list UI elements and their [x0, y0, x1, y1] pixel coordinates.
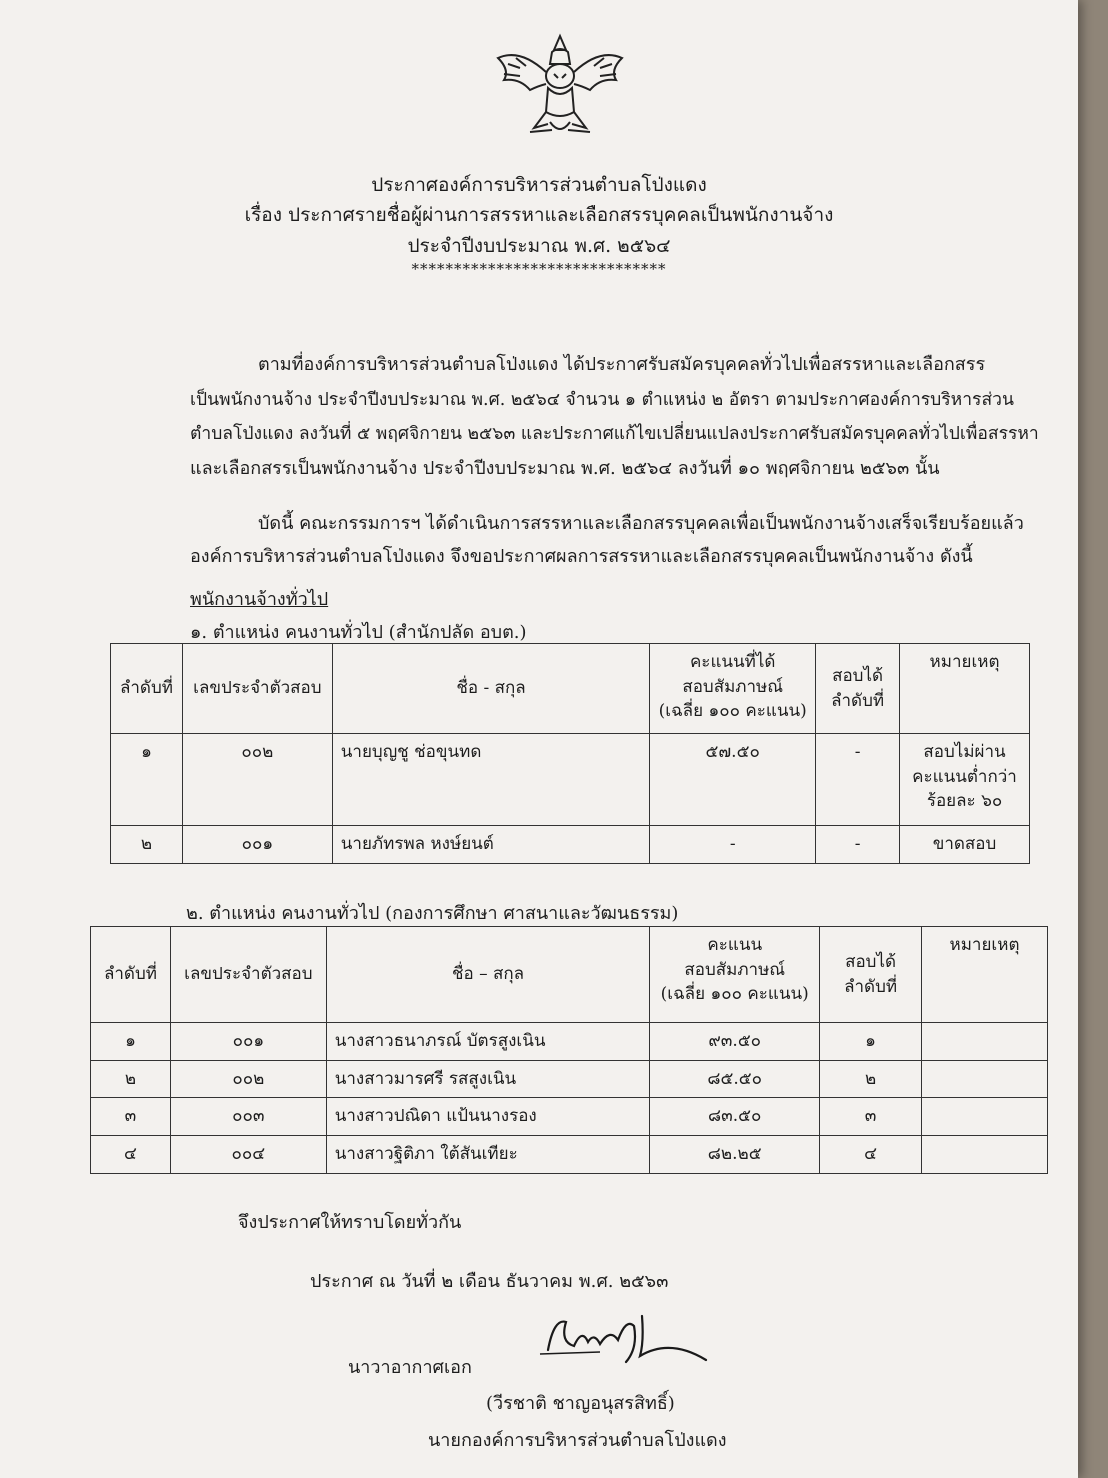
star-divider: ****************************** [411, 260, 667, 278]
signature-icon [530, 1298, 710, 1378]
cell-name: นายบุญชู ช่อขุนทด [332, 734, 649, 826]
col-remark: หมายเหตุ [922, 927, 1048, 1023]
signer-title: นายกองค์การบริหารส่วนตำบลโป่งแดง [428, 1430, 727, 1451]
para2-line2: องค์การบริหารส่วนตำบลโป่งแดง จึงขอประกาศผลการสรรหาและเลือกสรรบุคคลเป็นพนักงานจ้าง ดังนี้ [190, 546, 973, 567]
cell-rank: - [816, 826, 900, 864]
cell-remark: ขาดสอบ [900, 826, 1030, 864]
cell-name: นางสาวฐิติภา ใต้สันเทียะ [326, 1135, 650, 1173]
col-order: ลำดับที่ [91, 927, 171, 1023]
table-row [111, 734, 1030, 826]
col-order: ลำดับที่ [111, 644, 183, 734]
cell-rank: - [816, 734, 900, 826]
col-score: คะแนน สอบสัมภาษณ์ (เฉลี่ย ๑๐๐ คะแนน) [650, 927, 820, 1023]
cell-exam-id: ๐๐๔ [170, 1135, 326, 1173]
results-table-2 [90, 926, 1048, 1174]
fiscal-year-line: ประจำปีงบประมาณ พ.ศ. ๒๕๖๔ [407, 235, 671, 257]
cell-name: นางสาวปณิดา แป้นนางรอง [326, 1098, 650, 1136]
cell-score: - [650, 826, 816, 864]
para1-line2: เป็นพนักงานจ้าง ประจำปีงบประมาณ พ.ศ. ๒๕๖๔ จำนวน ๑ ตำแหน่ง ๒ อัตรา ตามประกาศองค์การบริหารส่วน [190, 390, 1014, 410]
cell-score: ๙๓.๕๐ [650, 1023, 820, 1061]
cell-score: ๘๕.๕๐ [650, 1060, 820, 1098]
col-remark: หมายเหตุ [900, 644, 1030, 734]
cell-exam-id: ๐๐๒ [182, 734, 332, 826]
col-rank: สอบได้ ลำดับที่ [816, 644, 900, 734]
cell-order: ๑ [91, 1023, 171, 1061]
cell-score: ๘๒.๒๕ [650, 1135, 820, 1173]
table-row [91, 1023, 1048, 1061]
table-row [91, 1098, 1048, 1136]
cell-rank: ๒ [820, 1060, 922, 1098]
col-name: ชื่อ – สกุล [326, 927, 650, 1023]
cell-name: นางสาวมารศรี รสสูงเนิน [326, 1060, 650, 1098]
cell-remark [922, 1023, 1048, 1061]
para1-line4: และเลือกสรรเป็นพนักงานจ้าง ประจำปีงบประมาณ พ.ศ. ๒๕๖๔ ลงวันที่ ๑๐ พฤศจิกายน ๒๕๖๓ นั้น [190, 458, 940, 479]
para1-line1: ตามที่องค์การบริหารส่วนตำบลโป่งแดง ได้ประกาศรับสมัครบุคคลทั่วไปเพื่อสรรหาและเลือกสรร [258, 354, 986, 375]
section-title: พนักงานจ้างทั่วไป [190, 589, 329, 610]
cell-score: ๕๗.๕๐ [650, 734, 816, 826]
table-row [111, 826, 1030, 864]
cell-order: ๒ [91, 1060, 171, 1098]
announce-line: จึงประกาศให้ทราบโดยทั่วกัน [238, 1212, 462, 1233]
table-row [91, 1135, 1048, 1173]
para2-line1: บัดนี้ คณะกรรมการฯ ได้ดำเนินการสรรหาและเลือกสรรบุคคลเพื่อเป็นพนักงานจ้างเสร็จเรียบร้อยแล้ว [258, 513, 1024, 534]
position1-heading: ๑. ตำแหน่ง คนงานทั่วไป (สำนักปลัด อบต.) [190, 622, 527, 643]
announcement-title: ประกาศองค์การบริหารส่วนตำบลโป่งแดง [371, 174, 707, 196]
results-table-1 [110, 643, 1030, 864]
cell-name: นายภัทรพล หงษ์ยนต์ [332, 826, 649, 864]
signer-name: (วีรชาติ ชาญอนุสรสิทธิ์) [486, 1393, 675, 1414]
col-score: คะแนนที่ได้ สอบสัมภาษณ์ (เฉลี่ย ๑๐๐ คะแนน) [650, 644, 816, 734]
signer-rank: นาวาอากาศเอก [348, 1357, 472, 1378]
announce-date: ประกาศ ณ วันที่ ๒ เดือน ธันวาคม พ.ศ. ๒๕๖๓ [310, 1271, 669, 1292]
table-header-row [91, 927, 1048, 1023]
announcement-subject: เรื่อง ประกาศรายชื่อผู้ผ่านการสรรหาและเลือกสรรบุคคลเป็นพนักงานจ้าง [244, 204, 834, 226]
cell-remark [922, 1060, 1048, 1098]
col-rank: สอบได้ ลำดับที่ [820, 927, 922, 1023]
garuda-emblem-icon [490, 28, 630, 146]
cell-order: ๒ [111, 826, 183, 864]
table-row [91, 1060, 1048, 1098]
cell-rank: ๔ [820, 1135, 922, 1173]
cell-remark: สอบไม่ผ่าน คะแนนต่ำกว่า ร้อยละ ๖๐ [900, 734, 1030, 826]
cell-exam-id: ๐๐๑ [170, 1023, 326, 1061]
cell-remark [922, 1098, 1048, 1136]
col-exam-id: เลขประจำตัวสอบ [182, 644, 332, 734]
cell-exam-id: ๐๐๑ [182, 826, 332, 864]
cell-order: ๑ [111, 734, 183, 826]
cell-score: ๘๓.๕๐ [650, 1098, 820, 1136]
position2-heading: ๒. ตำแหน่ง คนงานทั่วไป (กองการศึกษา ศาสนาและวัฒนธรรม) [186, 903, 679, 924]
table-header-row [111, 644, 1030, 734]
cell-remark [922, 1135, 1048, 1173]
cell-name: นางสาวธนาภรณ์ บัตรสูงเนิน [326, 1023, 650, 1061]
cell-rank: ๑ [820, 1023, 922, 1061]
cell-exam-id: ๐๐๒ [170, 1060, 326, 1098]
cell-order: ๔ [91, 1135, 171, 1173]
cell-rank: ๓ [820, 1098, 922, 1136]
col-name: ชื่อ - สกุล [332, 644, 649, 734]
para1-line3: ตำบลโป่งแดง ลงวันที่ ๕ พฤศจิกายน ๒๕๖๓ และประกาศแก้ไขเปลี่ยนแปลงประกาศรับสมัครบุคคลทั่วไปเพื่อสรรหา [190, 424, 1039, 444]
cell-exam-id: ๐๐๓ [170, 1098, 326, 1136]
col-exam-id: เลขประจำตัวสอบ [170, 927, 326, 1023]
cell-order: ๓ [91, 1098, 171, 1136]
